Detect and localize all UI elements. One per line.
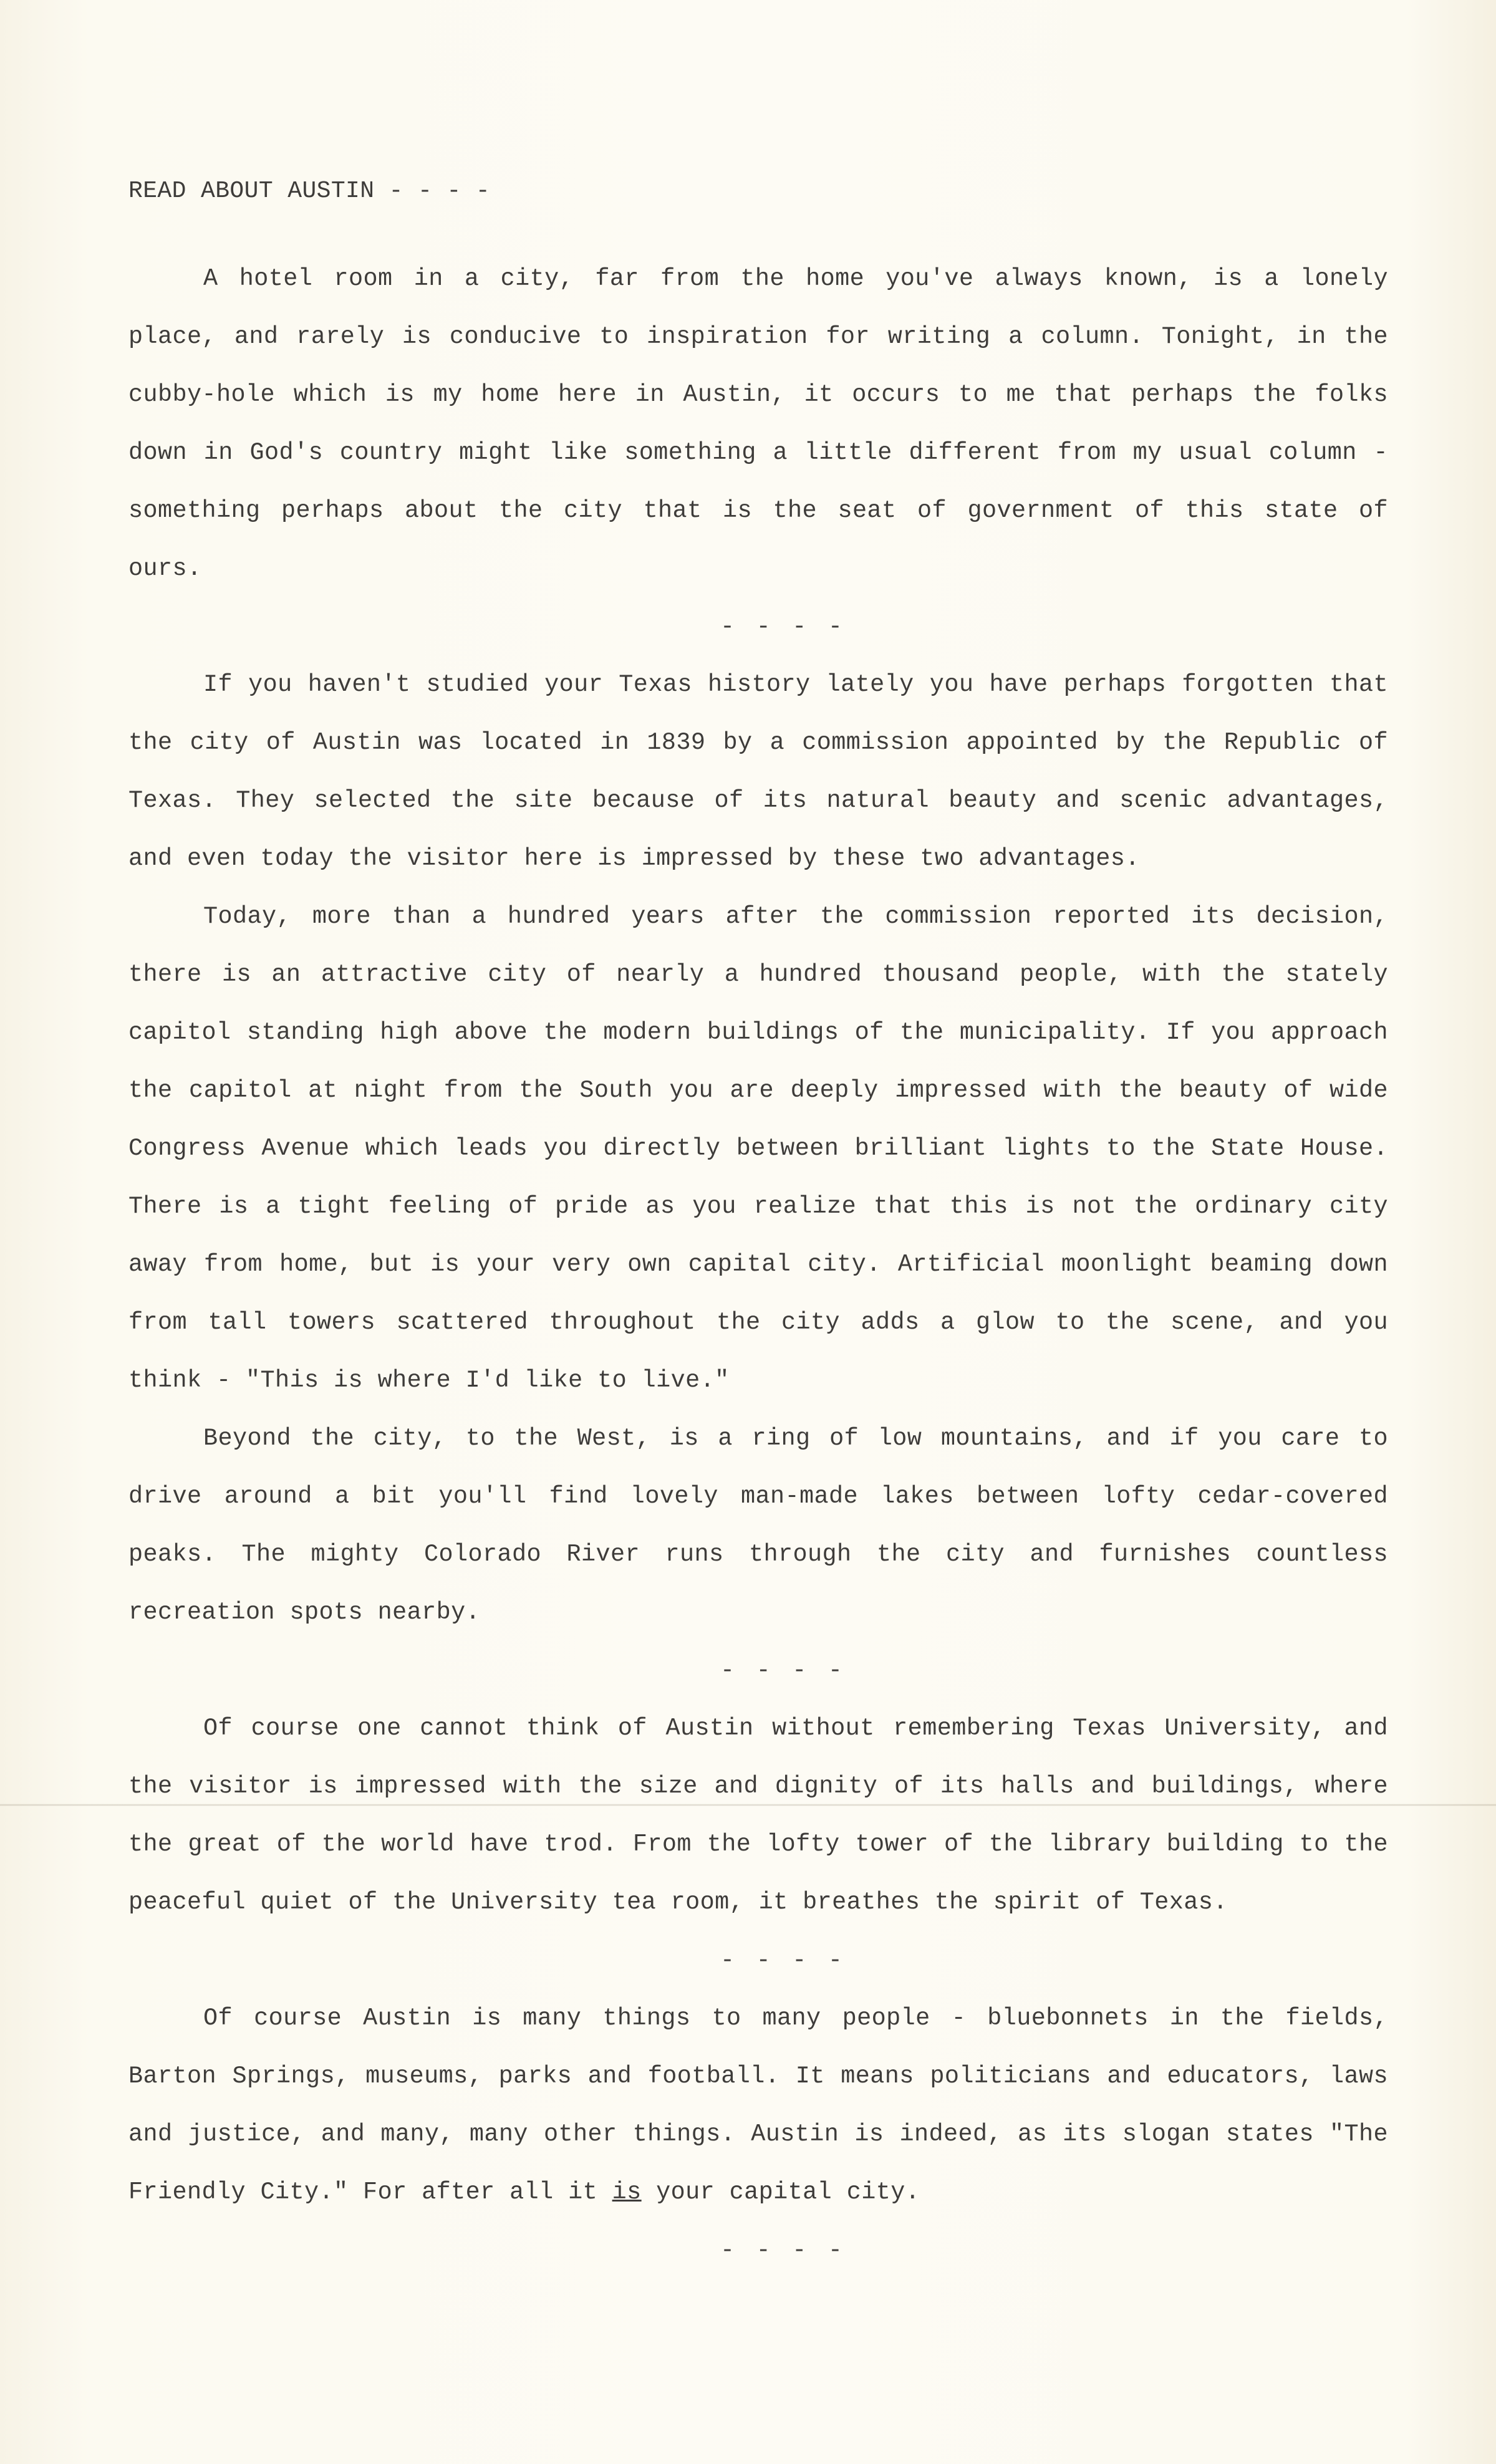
section-separator-1: - - - - (720, 614, 846, 640)
paragraph-1: A hotel room in a city, far from the home you've always known, is a lonely place, and rarely is conducive to inspiration for writing a column. Tonight, in the cubby-hole which is my home here in Austin, it occurs to me that perhaps the folks down in God's country might like something a little different from my usual column - something perhaps about the city that is the seat of government of this state of ours. (128, 265, 1388, 582)
paragraph-6-text-end: your capital city. (641, 2178, 920, 2206)
document-title: READ ABOUT AUSTIN - - - - (128, 178, 491, 205)
document-body (128, 162, 1388, 2279)
paragraph-4: Beyond the city, to the West, is a ring of low mountains, and if you care to drive around a bit you'll find lovely man-made lakes between lofty cedar-covered peaks. The mighty Colorado River runs through the city and furnishes countless recreation spots nearby. (128, 1425, 1388, 1626)
paragraph-3: Today, more than a hundred years after the commission reported its decision, there is an attractive city of nearly a hundred thousand people, with the stately capitol standing high above the modern buildings of the municipality. If you approach the capitol at night from the South you are deeply impressed with the beauty of wide Congress Avenue which leads you directly between brilliant lights to the State House. There is a tight feeling of pride as you realize that this is not the ordinary city away from home, but is your very own capital city. Artificial moonlight beaming down from tall towers scattered throughout the city adds a glow to the scene, and you think - "This is where I'd like to live." (128, 903, 1388, 1394)
section-separator-2: - - - - (720, 1657, 846, 1684)
section-separator-3: - - - - (720, 1947, 846, 1974)
paragraph-6 (128, 1990, 1388, 2221)
paragraph-5: Of course one cannot think of Austin without remembering Texas University, and the visitor is impressed with the size and dignity of its halls and buildings, where the great of the world have trod. From the lofty tower of the library building to the peaceful quiet of the University tea room, it breathes the spirit of Texas. (128, 1715, 1388, 1916)
paragraph-2: If you haven't studied your Texas history lately you have perhaps forgotten that the city of Austin was located in 1839 by a commission appointed by the Republic of Texas. They selected the site because of its natural beauty and scenic advantages, and even today the visitor here is impressed by these two advantages. (128, 671, 1388, 872)
section-separator-4: - - - - (720, 2237, 846, 2264)
paragraph-6-text-start: Of course Austin is many things to many people - bluebonnets in the fields, Barton Springs, museums, parks and football. It means politicians and educators, laws and justice, and many, many other things. Austin is indeed, as its slogan states "The Friendly City." For after all it (128, 2004, 1388, 2206)
underlined-word: is (612, 2178, 642, 2206)
